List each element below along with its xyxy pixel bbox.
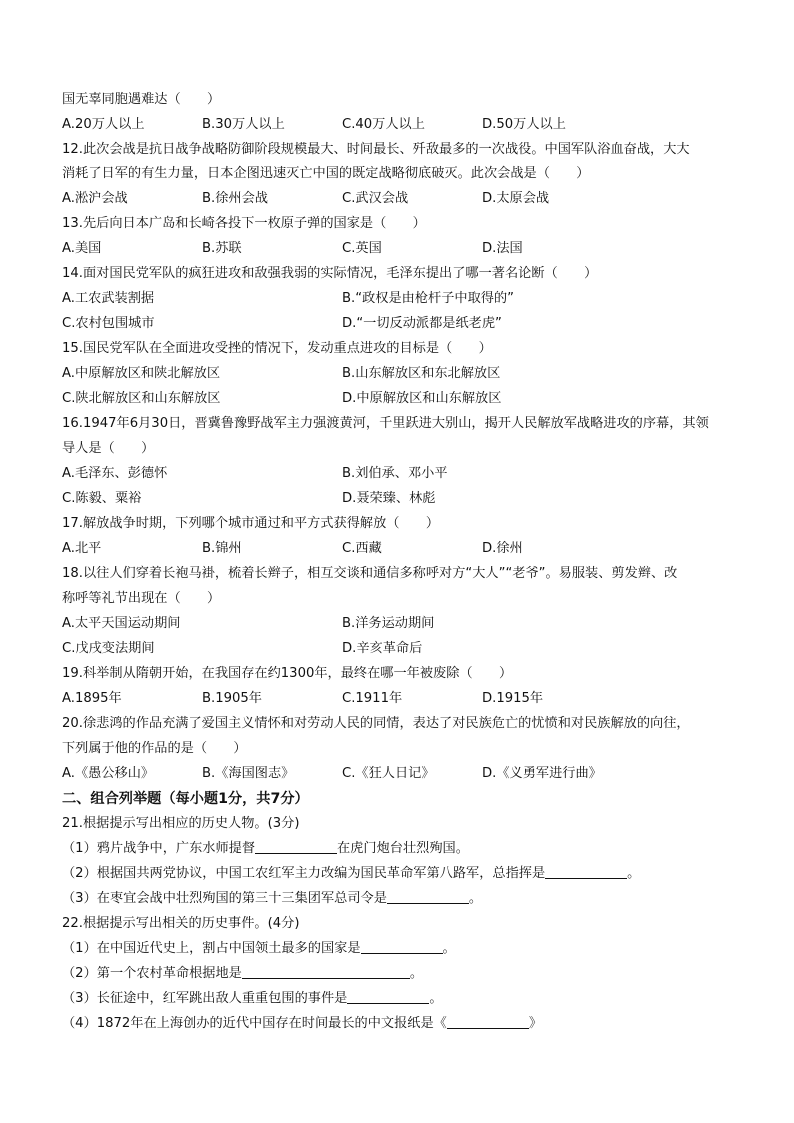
q18-stem-line2: 称呼等礼节出现在（ ）: [62, 591, 221, 606]
q18-stem-line1: 18.以往人们穿着长袍马褂，梳着长辫子，相互交谈和通信多称呼对方“大人”“老爷”。易服装、剪发辫、改: [62, 566, 678, 581]
q21-3-text-after: 。: [468, 891, 483, 906]
q21-1-text-before: （1）鸦片战争中，广东水师提督: [62, 841, 256, 856]
q20-stem-line1: 20.徐悲鸿的作品充满了爱国主义情怀和对劳动人民的同情，表达了对民族危亡的忧愤和对民族解放的向往，: [62, 716, 690, 731]
q21-item-3: [62, 889, 482, 909]
q20-option-c: C.《狂人日记》: [342, 766, 435, 781]
q17-stem: 17.解放战争时期，下列哪个城市通过和平方式获得解放（ ）: [62, 516, 440, 531]
q19-option-a: A.1895年: [62, 691, 122, 706]
q13-option-c: C.英国: [342, 241, 382, 256]
q21-1-answer-blank[interactable]: [255, 839, 337, 854]
q17-option-d: D.徐州: [482, 541, 523, 556]
q18-option-a: A.太平天国运动期间: [62, 616, 181, 631]
q19-stem: 19.科举制从隋朝开始，在我国存在约1300年，最终在哪一年被废除（ ）: [62, 666, 513, 681]
q11-stem-tail: 国无辜同胞遇难达（ ）: [62, 92, 221, 107]
q21-2-text-before: （2）根据国共两党协议，中国工农红军主力改编为国民革命军第八路军，总指挥是: [62, 866, 546, 881]
q22-3-answer-blank[interactable]: [347, 989, 429, 1004]
q21-2-answer-blank[interactable]: [545, 864, 627, 879]
q21-3-text-before: （3）在枣宜会战中壮烈殉国的第三十三集团军总司令是: [62, 891, 387, 906]
q22-4-text-after: 》: [528, 1016, 543, 1031]
q19-option-d: D.1915年: [482, 691, 544, 706]
q22-4-text-before: （4）1872年在上海创办的近代中国存在时间最长的中文报纸是《: [62, 1016, 447, 1031]
q16-stem-line1: 16.1947年6月30日，晋冀鲁豫野战军主力强渡黄河，千里跃进大别山，揭开人民解放军战略进攻的序幕，其领: [62, 416, 709, 431]
q14-option-d: D.“一切反动派都是纸老虎”: [342, 316, 502, 331]
q21-3-answer-blank[interactable]: [387, 889, 469, 904]
q21-1-text-after: 在虎门炮台壮烈殉国。: [337, 841, 469, 856]
q22-stem: 22.根据提示写出相关的历史事件。(4分): [62, 916, 300, 931]
q18-option-c: C.戊戌变法期间: [62, 641, 155, 656]
q12-stem-line2: 消耗了日军的有生力量，日本企图迅速灭亡中国的既定战略彻底破灭。此次会战是（ ）: [62, 166, 590, 181]
q22-4-answer-blank[interactable]: [447, 1014, 529, 1029]
q19-option-b: B.1905年: [202, 691, 262, 706]
q13-option-d: D.法国: [482, 241, 523, 256]
q17-option-c: C.西藏: [342, 541, 382, 556]
q21-item-1: [62, 839, 469, 859]
q18-option-b: B.洋务运动期间: [342, 616, 435, 631]
q13-stem: 13.先后向日本广岛和长崎各投下一枚原子弹的国家是（ ）: [62, 216, 426, 231]
q15-option-d: D.中原解放区和山东解放区: [342, 391, 502, 406]
q12-option-c: C.武汉会战: [342, 191, 409, 206]
q16-stem-line2: 导人是（ ）: [62, 441, 155, 456]
q12-stem-line1: 12.此次会战是抗日战争战略防御阶段规模最大、时间最长、歼敌最多的一次战役。中国军队浴血奋战，大大: [62, 142, 690, 157]
q20-stem-line2: 下列属于他的作品的是（ ）: [62, 741, 247, 756]
q22-item-1: [62, 939, 456, 959]
q15-option-a: A.中原解放区和陕北解放区: [62, 366, 221, 381]
q15-option-b: B.山东解放区和东北解放区: [342, 366, 501, 381]
q13-option-b: B.苏联: [202, 241, 242, 256]
q11-option-a: A.20万人以上: [62, 117, 145, 132]
q14-option-b: B.“政权是由枪杆子中取得的”: [342, 291, 514, 306]
q19-option-c: C.1911年: [342, 691, 403, 706]
q22-2-text-after: 。: [409, 966, 424, 981]
q11-option-b: B.30万人以上: [202, 117, 285, 132]
q22-1-text-after: 。: [442, 941, 456, 956]
q14-option-a: A.工农武装割据: [62, 291, 155, 306]
q21-stem: 21.根据提示写出相应的历史人物。(3分): [62, 816, 300, 831]
q22-3-text-after: 。: [429, 991, 443, 1006]
q12-option-b: B.徐州会战: [202, 191, 268, 206]
q17-option-b: B.锦州: [202, 541, 242, 556]
q22-3-text-before: （3）长征途中，红军跳出敌人重重包围的事件是: [62, 991, 348, 1006]
q22-item-2: [62, 964, 423, 984]
q16-option-b: B.刘伯承、邓小平: [342, 466, 448, 481]
q20-option-a: A.《愚公移山》: [62, 766, 155, 781]
q16-option-d: D.聂荣臻、林彪: [342, 491, 436, 506]
q22-2-text-before: （2）第一个农村革命根据地是: [62, 966, 242, 981]
q11-option-c: C.40万人以上: [342, 117, 425, 132]
q14-stem: 14.面对国民党军队的疯狂进攻和敌强我弱的实际情况，毛泽东提出了哪一著名论断（ ）: [62, 266, 598, 281]
q16-option-a: A.毛泽东、彭德怀: [62, 466, 168, 481]
q15-stem: 15.国民党军队在全面进攻受挫的情况下，发动重点进攻的目标是（ ）: [62, 341, 492, 356]
q12-option-a: A.淞沪会战: [62, 191, 128, 206]
q18-option-d: D.辛亥革命后: [342, 641, 423, 656]
q16-option-c: C.陈毅、粟裕: [62, 491, 142, 506]
q22-1-answer-blank[interactable]: [361, 939, 443, 954]
q22-2-answer-blank[interactable]: [242, 964, 410, 979]
q20-option-b: B.《海国图志》: [202, 766, 295, 781]
q21-item-2: [62, 864, 640, 884]
q22-1-text-before: （1）在中国近代史上，割占中国领土最多的国家是: [62, 941, 361, 956]
q22-item-3: [62, 989, 443, 1009]
q21-2-text-after: 。: [627, 866, 641, 881]
q12-option-d: D.太原会战: [482, 191, 550, 206]
q22-item-4: [62, 1014, 542, 1034]
q14-option-c: C.农村包围城市: [62, 316, 155, 331]
section-2-title: 二、组合列举题（每小题1分，共7分）: [62, 791, 309, 807]
q11-option-d: D.50万人以上: [482, 117, 566, 132]
q13-option-a: A.美国: [62, 241, 102, 256]
q15-option-c: C.陕北解放区和山东解放区: [62, 391, 221, 406]
q17-option-a: A.北平: [62, 541, 102, 556]
q20-option-d: D.《义勇军进行曲》: [482, 766, 602, 781]
